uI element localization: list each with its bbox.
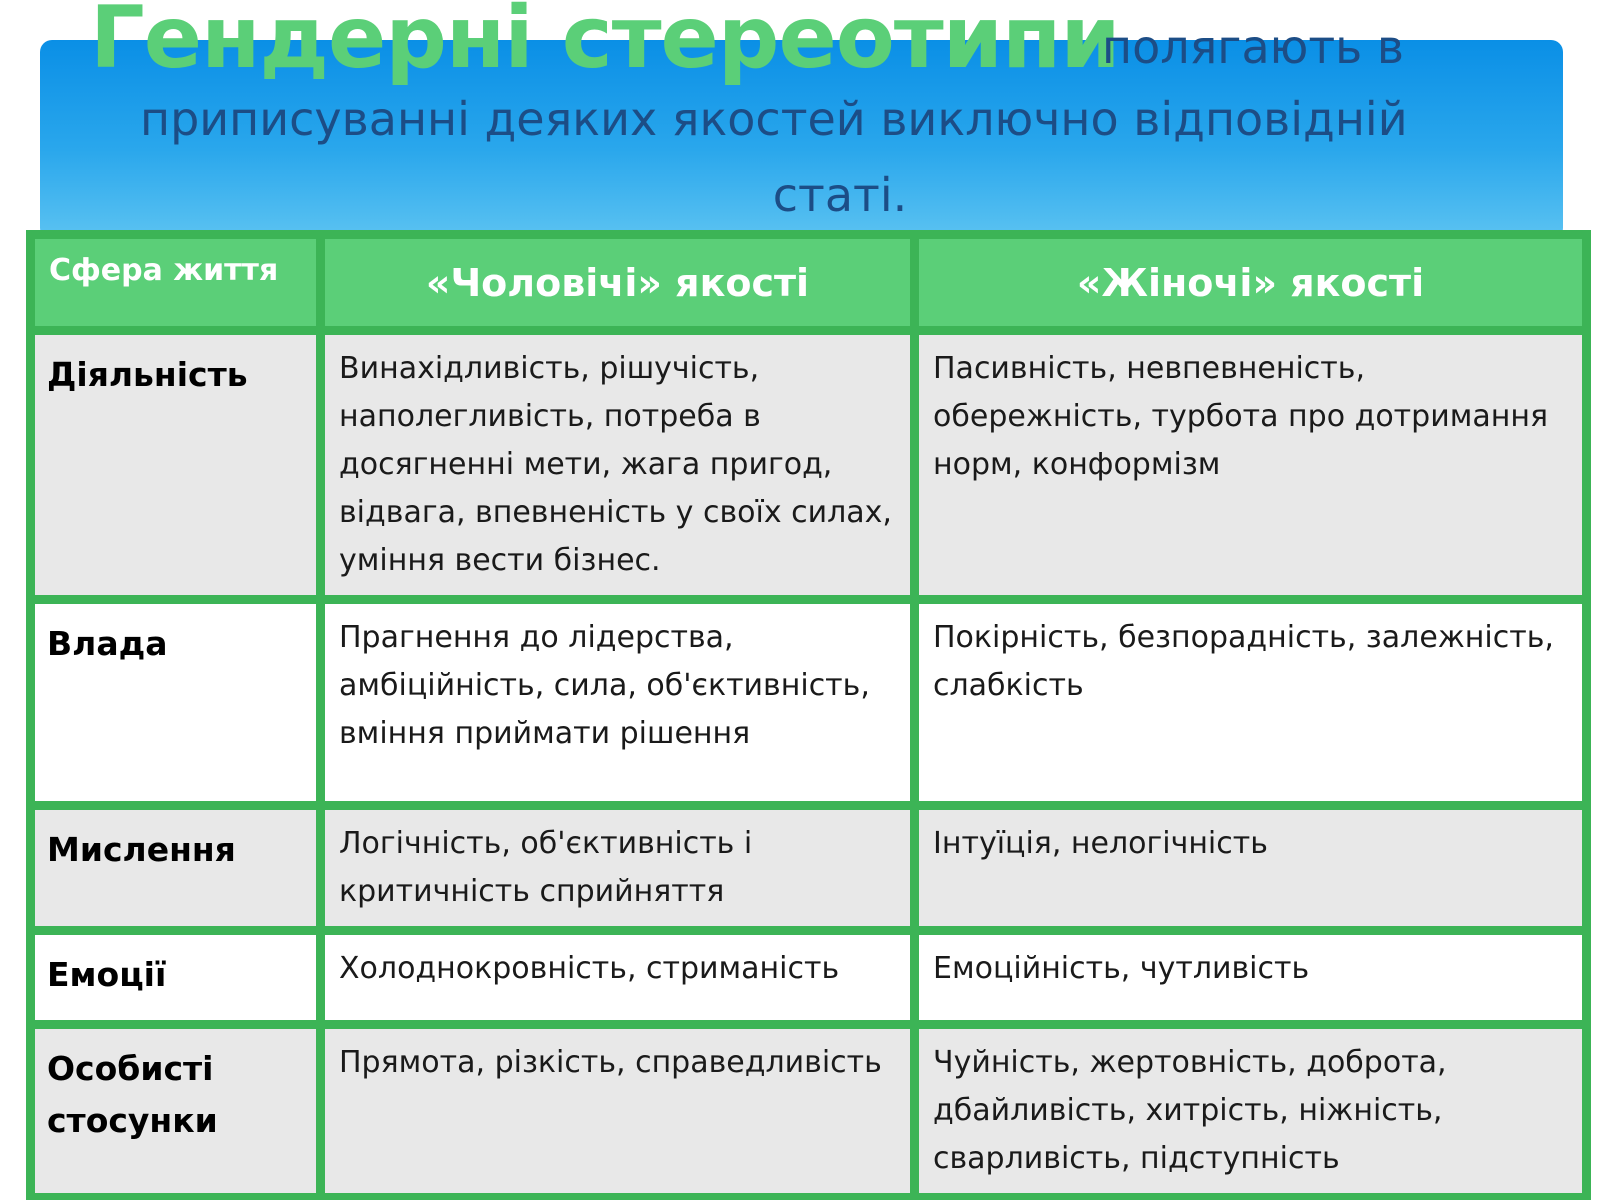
row-sphere: Особисті стосунки (31, 1025, 321, 1198)
title-line-2: приписуванні деяких якостей виключно відповідній (140, 92, 1408, 146)
table-row (31, 600, 1587, 806)
title-line-1: полягають в (1102, 20, 1405, 74)
table-header-row (31, 235, 1587, 331)
row-female-qualities: Емоційність, чутливість (915, 931, 1587, 1025)
row-sphere: Влада (31, 600, 321, 806)
title-highlight: Гендерні стереотипи (90, 0, 1120, 88)
table-row (31, 931, 1587, 1025)
stereotypes-table (26, 230, 1591, 1200)
row-male-qualities: Прагнення до лідерства, амбіційність, сила, об'єктивність, вміння приймати рішення (321, 600, 915, 806)
row-female-qualities: Покірність, безпорадність, залежність, слабкість (915, 600, 1587, 806)
row-male-qualities: Прямота, різкість, справедливість (321, 1025, 915, 1198)
table-row (31, 806, 1587, 931)
header-male-qualities: «Чоловічі» якості (321, 235, 915, 331)
table-row (31, 331, 1587, 600)
row-female-qualities: Чуйність, жертовність, доброта, дбайливість, хитрість, ніжність, сварливість, підступність (915, 1025, 1587, 1198)
row-female-qualities: Інтуїція, нелогічність (915, 806, 1587, 931)
row-sphere: Емоції (31, 931, 321, 1025)
row-sphere: Мислення (31, 806, 321, 931)
row-sphere: Діяльність (31, 331, 321, 600)
row-male-qualities: Логічність, об'єктивність і критичність сприйняття (321, 806, 915, 931)
row-female-qualities: Пасивність, невпевненість, обережність, турбота про дотримання норм, конформізм (915, 331, 1587, 600)
row-male-qualities: Холоднокровність, стриманість (321, 931, 915, 1025)
row-male-qualities: Винахідливість, рішучість, наполегливість, потреба в досягненні мети, жага пригод, відвага, впевненість у своїх силах, уміння вести бізнес. (321, 331, 915, 600)
header-sphere: Сфера життя (31, 235, 321, 331)
header-female-qualities: «Жіночі» якості (915, 235, 1587, 331)
table-row (31, 1025, 1587, 1198)
title-line-3: статі. (772, 168, 908, 222)
